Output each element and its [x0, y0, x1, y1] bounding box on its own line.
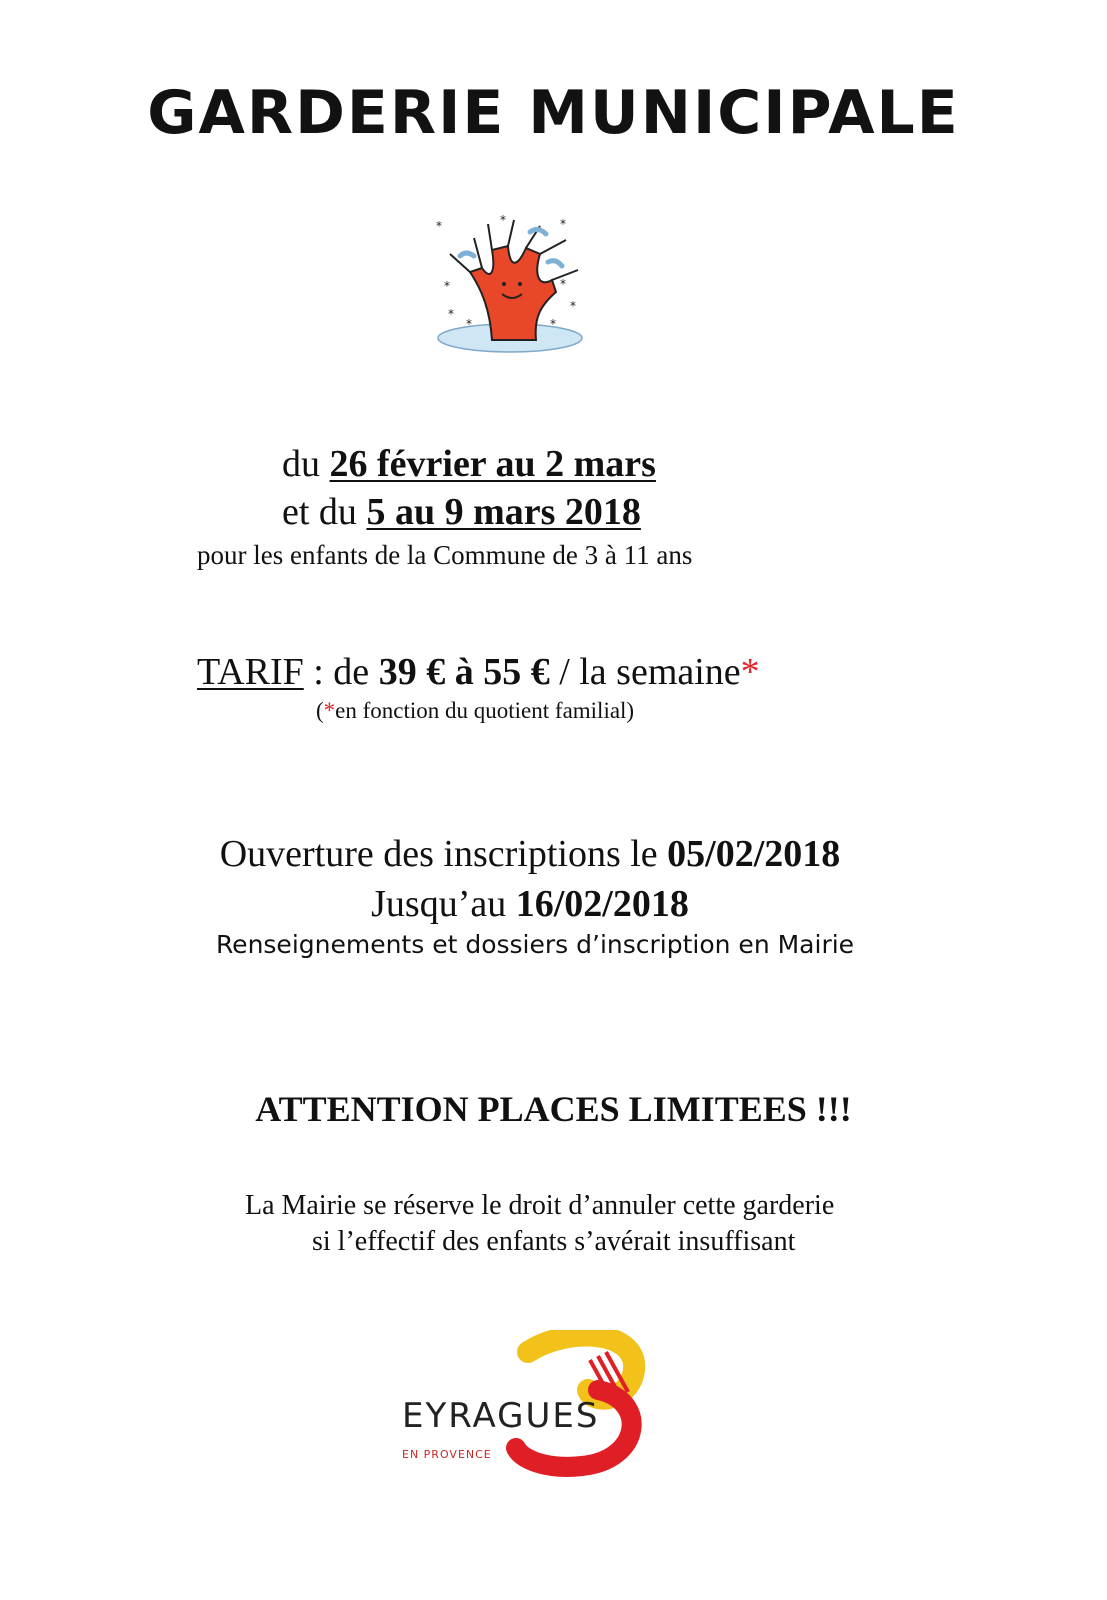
tarif-asterisk: *	[740, 651, 760, 693]
dates-line-1	[282, 442, 656, 486]
svg-text:*: *	[444, 279, 450, 293]
tarif-range: 39 € à 55 €	[378, 651, 550, 693]
svg-text:*: *	[436, 219, 442, 233]
svg-text:*: *	[500, 213, 506, 227]
svg-text:*: *	[560, 217, 566, 231]
disclaimer-line-1: La Mairie se réserve le droit d’annuler cette garderie	[245, 1190, 835, 1221]
tarif-separator: : de	[303, 651, 379, 693]
inscriptions-close-prefix: Jusqu’au	[371, 883, 516, 925]
tarif-note-asterisk: *	[323, 698, 336, 723]
inscriptions-open-prefix: Ouverture des inscriptions le	[219, 833, 668, 875]
tarif-line	[197, 650, 760, 694]
logo-subtitle: EN PROVENCE	[402, 1448, 492, 1461]
svg-text:*: *	[550, 317, 556, 331]
dates-prefix-1: du	[282, 443, 330, 485]
disclaimer-line-2: si l’effectif des enfants s’avérait insuffisant	[312, 1226, 796, 1257]
dates-prefix-2: et du	[282, 491, 367, 533]
inscriptions-info: Renseignements et dossiers d’inscription en Mairie	[215, 930, 855, 959]
svg-text:*: *	[570, 299, 576, 313]
inscriptions-open-date: 05/02/2018	[667, 833, 841, 875]
tarif-note-text: en fonction du quotient familial)	[335, 698, 635, 723]
snowy-tree-icon	[430, 210, 590, 370]
svg-text:*: *	[466, 317, 472, 331]
tarif-unit: / la semaine	[549, 651, 741, 693]
dates-range-2: 5 au 9 mars 2018	[366, 491, 641, 533]
logo-name: EYRAGUES	[402, 1396, 600, 1436]
inscriptions-open-line	[0, 832, 1060, 876]
dates-range-1: 26 février au 2 mars	[329, 443, 656, 485]
inscriptions-close-line	[0, 882, 1060, 926]
tarif-note	[316, 698, 634, 724]
dates-line-2	[282, 490, 641, 534]
svg-text:*: *	[448, 307, 454, 321]
audience-text: pour les enfants de la Commune de 3 à 11 ans	[197, 540, 693, 570]
tarif-note-open: (	[316, 698, 324, 723]
tarif-label: TARIF	[197, 651, 304, 693]
svg-text:*: *	[560, 277, 566, 291]
inscriptions-close-date: 16/02/2018	[515, 883, 689, 925]
attention-heading: ATTENTION PLACES LIMITEES !!!	[255, 1089, 852, 1129]
page-title: GARDERIE MUNICIPALE	[147, 78, 960, 148]
